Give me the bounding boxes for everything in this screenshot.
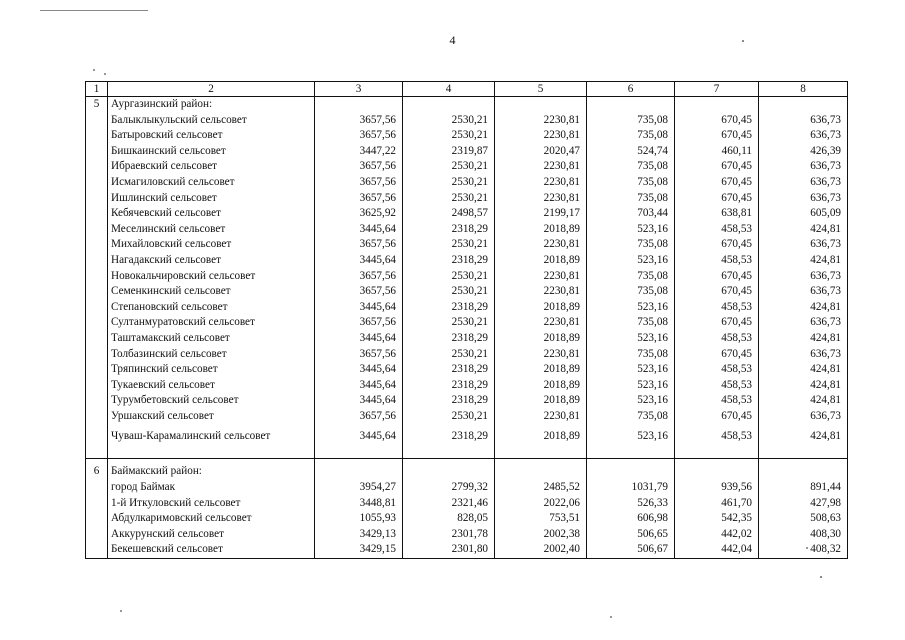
scan-speck <box>610 616 612 618</box>
value-col-4: 2318,29 <box>403 424 495 448</box>
value-col-5: 2230,81 <box>495 113 587 129</box>
column-header-7: 7 <box>675 82 759 97</box>
value-col-3: 3445,64 <box>315 222 403 238</box>
value-col-3: 3445,64 <box>315 378 403 394</box>
value-col-5: 2018,89 <box>495 393 587 409</box>
table-row <box>86 159 848 175</box>
value-col-5: 2018,89 <box>495 378 587 394</box>
column-header-3: 3 <box>315 82 403 97</box>
scan-speck <box>820 576 822 578</box>
empty-cell <box>675 97 759 113</box>
value-col-6: 1031,79 <box>587 480 675 496</box>
table-row <box>86 409 848 425</box>
table-row <box>86 362 848 378</box>
district-index: 5 <box>86 97 108 113</box>
value-col-6: 523,16 <box>587 378 675 394</box>
settlement-name: Таштамакский сельсовет <box>108 331 315 347</box>
value-col-7: 442,04 <box>675 542 759 558</box>
value-col-5: 2002,40 <box>495 542 587 558</box>
value-col-8: 636,73 <box>759 409 848 425</box>
tariff-table <box>85 81 848 559</box>
settlement-name: Бекешевский сельсовет <box>108 542 315 558</box>
settlement-name: Толбазинский сельсовет <box>108 347 315 363</box>
value-col-8: 636,73 <box>759 284 848 300</box>
value-col-8: 636,73 <box>759 269 848 285</box>
value-col-7: 670,45 <box>675 269 759 285</box>
value-col-6: 506,65 <box>587 527 675 543</box>
value-col-7: 458,53 <box>675 424 759 448</box>
settlement-name: Тряпинский сельсовет <box>108 362 315 378</box>
value-col-3: 3429,15 <box>315 542 403 558</box>
value-col-4: 2318,29 <box>403 331 495 347</box>
table-row <box>86 527 848 543</box>
row-index-cell <box>86 300 108 316</box>
row-index-cell <box>86 159 108 175</box>
value-col-5: 2230,81 <box>495 269 587 285</box>
empty-cell <box>587 464 675 480</box>
empty-cell <box>587 97 675 113</box>
row-index-cell <box>86 480 108 496</box>
empty-cell <box>315 97 403 113</box>
district-title-row <box>86 97 848 113</box>
value-col-4: 2799,32 <box>403 480 495 496</box>
value-col-5: 2230,81 <box>495 284 587 300</box>
table-row <box>86 237 848 253</box>
row-index-cell <box>86 144 108 160</box>
value-col-5: 2230,81 <box>495 237 587 253</box>
value-col-7: 670,45 <box>675 113 759 129</box>
column-header-6: 6 <box>587 82 675 97</box>
row-index-cell <box>86 542 108 558</box>
table-row <box>86 191 848 207</box>
value-col-7: 460,11 <box>675 144 759 160</box>
row-index-cell <box>86 347 108 363</box>
value-col-7: 461,70 <box>675 496 759 512</box>
value-col-8: 424,81 <box>759 222 848 238</box>
value-col-8: 424,81 <box>759 331 848 347</box>
settlement-name: 1-й Иткуловский сельсовет <box>108 496 315 512</box>
value-col-7: 670,45 <box>675 191 759 207</box>
settlement-name: город Баймак <box>108 480 315 496</box>
row-index-cell <box>86 331 108 347</box>
column-header-1: 1 <box>86 82 108 97</box>
empty-cell <box>759 464 848 480</box>
value-col-5: 2018,89 <box>495 424 587 448</box>
value-col-3: 3657,56 <box>315 191 403 207</box>
row-index-cell <box>86 175 108 191</box>
value-col-7: 458,53 <box>675 362 759 378</box>
value-col-3: 3657,56 <box>315 237 403 253</box>
value-col-8: 636,73 <box>759 237 848 253</box>
table-row <box>86 331 848 347</box>
value-col-4: 2530,21 <box>403 128 495 144</box>
empty-cell <box>495 97 587 113</box>
value-col-4: 2318,29 <box>403 362 495 378</box>
empty-cell <box>315 464 403 480</box>
value-col-5: 753,51 <box>495 511 587 527</box>
value-col-7: 670,45 <box>675 284 759 300</box>
value-col-7: 458,53 <box>675 331 759 347</box>
table-row <box>86 269 848 285</box>
value-col-3: 3657,56 <box>315 315 403 331</box>
value-col-8: 508,63 <box>759 511 848 527</box>
value-col-4: 2530,21 <box>403 284 495 300</box>
row-index-cell <box>86 378 108 394</box>
value-col-6: 523,16 <box>587 331 675 347</box>
value-col-6: 526,33 <box>587 496 675 512</box>
value-col-7: 670,45 <box>675 159 759 175</box>
value-col-5: 2018,89 <box>495 253 587 269</box>
value-col-3: 3954,27 <box>315 480 403 496</box>
value-col-7: 670,45 <box>675 315 759 331</box>
value-col-5: 2230,81 <box>495 315 587 331</box>
value-col-8: 424,81 <box>759 393 848 409</box>
row-index-cell <box>86 237 108 253</box>
value-col-5: 2018,89 <box>495 222 587 238</box>
value-col-8: 424,81 <box>759 300 848 316</box>
settlement-name: Семенкинский сельсовет <box>108 284 315 300</box>
value-col-8: 636,73 <box>759 159 848 175</box>
value-col-3: 3445,64 <box>315 362 403 378</box>
value-col-3: 3657,56 <box>315 347 403 363</box>
value-col-4: 2318,29 <box>403 222 495 238</box>
separator-cell <box>108 448 315 459</box>
row-index-cell <box>86 315 108 331</box>
value-col-5: 2230,81 <box>495 175 587 191</box>
settlement-name: Тукаевский сельсовет <box>108 378 315 394</box>
settlement-name: Балыклыкульский сельсовет <box>108 113 315 129</box>
value-col-5: 2018,89 <box>495 362 587 378</box>
value-col-6: 735,08 <box>587 159 675 175</box>
settlement-name: Меселинский сельсовет <box>108 222 315 238</box>
row-index-cell <box>86 362 108 378</box>
district-title: Баймакский район: <box>108 464 315 480</box>
row-index-cell <box>86 128 108 144</box>
page-top-rule <box>40 10 148 11</box>
settlement-name: Уршакский сельсовет <box>108 409 315 425</box>
row-index-cell <box>86 113 108 129</box>
row-index-cell <box>86 269 108 285</box>
value-col-5: 2022,06 <box>495 496 587 512</box>
value-col-5: 2485,52 <box>495 480 587 496</box>
value-col-8: 424,81 <box>759 362 848 378</box>
value-col-7: 458,53 <box>675 393 759 409</box>
scan-speck <box>93 69 95 71</box>
empty-cell <box>403 97 495 113</box>
value-col-7: 458,53 <box>675 222 759 238</box>
value-col-6: 735,08 <box>587 191 675 207</box>
value-col-6: 523,16 <box>587 222 675 238</box>
table-row <box>86 480 848 496</box>
value-col-7: 638,81 <box>675 206 759 222</box>
table-row <box>86 496 848 512</box>
value-col-6: 523,16 <box>587 253 675 269</box>
value-col-5: 2230,81 <box>495 191 587 207</box>
value-col-8: 424,81 <box>759 424 848 448</box>
value-col-3: 3657,56 <box>315 159 403 175</box>
value-col-3: 3657,56 <box>315 128 403 144</box>
value-col-5: 2199,17 <box>495 206 587 222</box>
value-col-4: 2321,46 <box>403 496 495 512</box>
empty-cell <box>403 464 495 480</box>
value-col-3: 3625,92 <box>315 206 403 222</box>
settlement-name: Кебячевский сельсовет <box>108 206 315 222</box>
section-separator <box>86 448 848 459</box>
table-row <box>86 511 848 527</box>
table-row <box>86 347 848 363</box>
separator-cell <box>759 448 848 459</box>
value-col-4: 2318,29 <box>403 253 495 269</box>
scan-speck <box>806 547 808 549</box>
value-col-6: 735,08 <box>587 315 675 331</box>
value-col-6: 523,16 <box>587 300 675 316</box>
settlement-name: Исмагиловский сельсовет <box>108 175 315 191</box>
value-col-8: 636,73 <box>759 347 848 363</box>
value-col-8: 605,09 <box>759 206 848 222</box>
value-col-6: 523,16 <box>587 424 675 448</box>
table-row <box>86 300 848 316</box>
row-index-cell <box>86 409 108 425</box>
value-col-6: 735,08 <box>587 269 675 285</box>
settlement-name: Ишлинский сельсовет <box>108 191 315 207</box>
settlement-name: Бишкаинский сельсовет <box>108 144 315 160</box>
value-col-4: 2530,21 <box>403 347 495 363</box>
value-col-8: 424,81 <box>759 378 848 394</box>
row-index-cell <box>86 191 108 207</box>
settlement-name: Турумбетовский сельсовет <box>108 393 315 409</box>
value-col-7: 458,53 <box>675 378 759 394</box>
settlement-name: Новокальчировский сельсовет <box>108 269 315 285</box>
column-header-4: 4 <box>403 82 495 97</box>
value-col-7: 670,45 <box>675 175 759 191</box>
settlement-name: Султанмуратовский сельсовет <box>108 315 315 331</box>
value-col-4: 2318,29 <box>403 300 495 316</box>
value-col-6: 523,16 <box>587 362 675 378</box>
value-col-7: 542,35 <box>675 511 759 527</box>
value-col-3: 1055,93 <box>315 511 403 527</box>
value-col-5: 2230,81 <box>495 128 587 144</box>
value-col-7: 670,45 <box>675 237 759 253</box>
value-col-4: 2301,78 <box>403 527 495 543</box>
table-row <box>86 128 848 144</box>
separator-cell <box>675 448 759 459</box>
value-col-3: 3657,56 <box>315 409 403 425</box>
value-col-6: 506,67 <box>587 542 675 558</box>
row-index-cell <box>86 253 108 269</box>
value-col-3: 3447,22 <box>315 144 403 160</box>
value-col-3: 3657,56 <box>315 113 403 129</box>
value-col-5: 2230,81 <box>495 347 587 363</box>
value-col-7: 458,53 <box>675 253 759 269</box>
table-row <box>86 424 848 448</box>
value-col-8: 427,98 <box>759 496 848 512</box>
separator-cell <box>403 448 495 459</box>
value-col-3: 3657,56 <box>315 269 403 285</box>
value-col-5: 2230,81 <box>495 159 587 175</box>
table-row <box>86 144 848 160</box>
value-col-6: 735,08 <box>587 128 675 144</box>
value-col-8: 636,73 <box>759 175 848 191</box>
row-index-cell <box>86 393 108 409</box>
column-header-5: 5 <box>495 82 587 97</box>
empty-cell <box>675 464 759 480</box>
value-col-8: 891,44 <box>759 480 848 496</box>
value-col-4: 2530,21 <box>403 175 495 191</box>
settlement-name: Ибраевский сельсовет <box>108 159 315 175</box>
value-col-6: 735,08 <box>587 347 675 363</box>
value-col-4: 2530,21 <box>403 409 495 425</box>
table-row <box>86 284 848 300</box>
scan-speck <box>120 610 122 612</box>
column-number-header <box>86 82 848 97</box>
value-col-5: 2230,81 <box>495 409 587 425</box>
table-row <box>86 542 848 558</box>
value-col-5: 2002,38 <box>495 527 587 543</box>
value-col-3: 3445,64 <box>315 300 403 316</box>
value-col-3: 3445,64 <box>315 393 403 409</box>
value-col-8: 636,73 <box>759 315 848 331</box>
value-col-8: 408,32 <box>759 542 848 558</box>
row-index-cell <box>86 222 108 238</box>
district-index: 6 <box>86 464 108 480</box>
table-row <box>86 113 848 129</box>
value-col-3: 3448,81 <box>315 496 403 512</box>
value-col-5: 2018,89 <box>495 331 587 347</box>
value-col-4: 2318,29 <box>403 393 495 409</box>
table-row <box>86 222 848 238</box>
empty-cell <box>495 464 587 480</box>
value-col-6: 524,74 <box>587 144 675 160</box>
value-col-6: 735,08 <box>587 409 675 425</box>
value-col-4: 2318,29 <box>403 378 495 394</box>
value-col-4: 828,05 <box>403 511 495 527</box>
value-col-8: 424,81 <box>759 253 848 269</box>
value-col-3: 3445,64 <box>315 331 403 347</box>
district-title-row <box>86 464 848 480</box>
row-index-cell <box>86 206 108 222</box>
scan-speck <box>742 40 744 42</box>
value-col-8: 426,39 <box>759 144 848 160</box>
column-header-2: 2 <box>108 82 315 97</box>
table-row <box>86 315 848 331</box>
table-row <box>86 378 848 394</box>
settlement-name: Чуваш-Карамалинский сельсовет <box>108 424 315 448</box>
scan-speck <box>104 73 106 75</box>
page-number: 4 <box>449 33 456 47</box>
row-index-cell <box>86 496 108 512</box>
value-col-3: 3429,13 <box>315 527 403 543</box>
row-index-cell <box>86 511 108 527</box>
table-row <box>86 393 848 409</box>
value-col-6: 735,08 <box>587 284 675 300</box>
value-col-6: 735,08 <box>587 237 675 253</box>
value-col-7: 939,56 <box>675 480 759 496</box>
value-col-4: 2530,21 <box>403 113 495 129</box>
value-col-7: 670,45 <box>675 128 759 144</box>
value-col-6: 703,44 <box>587 206 675 222</box>
value-col-6: 735,08 <box>587 113 675 129</box>
value-col-4: 2530,21 <box>403 315 495 331</box>
value-col-3: 3657,56 <box>315 284 403 300</box>
value-col-6: 523,16 <box>587 393 675 409</box>
value-col-4: 2319,87 <box>403 144 495 160</box>
value-col-6: 735,08 <box>587 175 675 191</box>
value-col-4: 2530,21 <box>403 191 495 207</box>
value-col-7: 670,45 <box>675 409 759 425</box>
settlement-name: Михайловский сельсовет <box>108 237 315 253</box>
empty-cell <box>759 97 848 113</box>
value-col-8: 408,30 <box>759 527 848 543</box>
value-col-4: 2530,21 <box>403 269 495 285</box>
settlement-name: Степановский сельсовет <box>108 300 315 316</box>
value-col-8: 636,73 <box>759 128 848 144</box>
value-col-5: 2018,89 <box>495 300 587 316</box>
table-row <box>86 253 848 269</box>
value-col-4: 2530,21 <box>403 159 495 175</box>
table-row <box>86 206 848 222</box>
value-col-4: 2530,21 <box>403 237 495 253</box>
settlement-name: Аккурунский сельсовет <box>108 527 315 543</box>
value-col-5: 2020,47 <box>495 144 587 160</box>
settlement-name: Батыровский сельсовет <box>108 128 315 144</box>
value-col-8: 636,73 <box>759 113 848 129</box>
settlement-name: Нагадакский сельсовет <box>108 253 315 269</box>
district-title: Аургазинский район: <box>108 97 315 113</box>
row-index-cell <box>86 284 108 300</box>
column-header-8: 8 <box>759 82 848 97</box>
value-col-7: 442,02 <box>675 527 759 543</box>
row-index-cell <box>86 527 108 543</box>
value-col-4: 2301,80 <box>403 542 495 558</box>
separator-cell <box>495 448 587 459</box>
value-col-6: 606,98 <box>587 511 675 527</box>
table-row <box>86 175 848 191</box>
value-col-3: 3445,64 <box>315 253 403 269</box>
value-col-4: 2498,57 <box>403 206 495 222</box>
separator-cell <box>587 448 675 459</box>
separator-cell <box>315 448 403 459</box>
value-col-3: 3445,64 <box>315 424 403 448</box>
value-col-3: 3657,56 <box>315 175 403 191</box>
row-index-cell <box>86 424 108 448</box>
separator-cell <box>86 448 108 459</box>
value-col-7: 458,53 <box>675 300 759 316</box>
value-col-8: 636,73 <box>759 191 848 207</box>
value-col-7: 670,45 <box>675 347 759 363</box>
settlement-name: Абдулкаримовский сельсовет <box>108 511 315 527</box>
